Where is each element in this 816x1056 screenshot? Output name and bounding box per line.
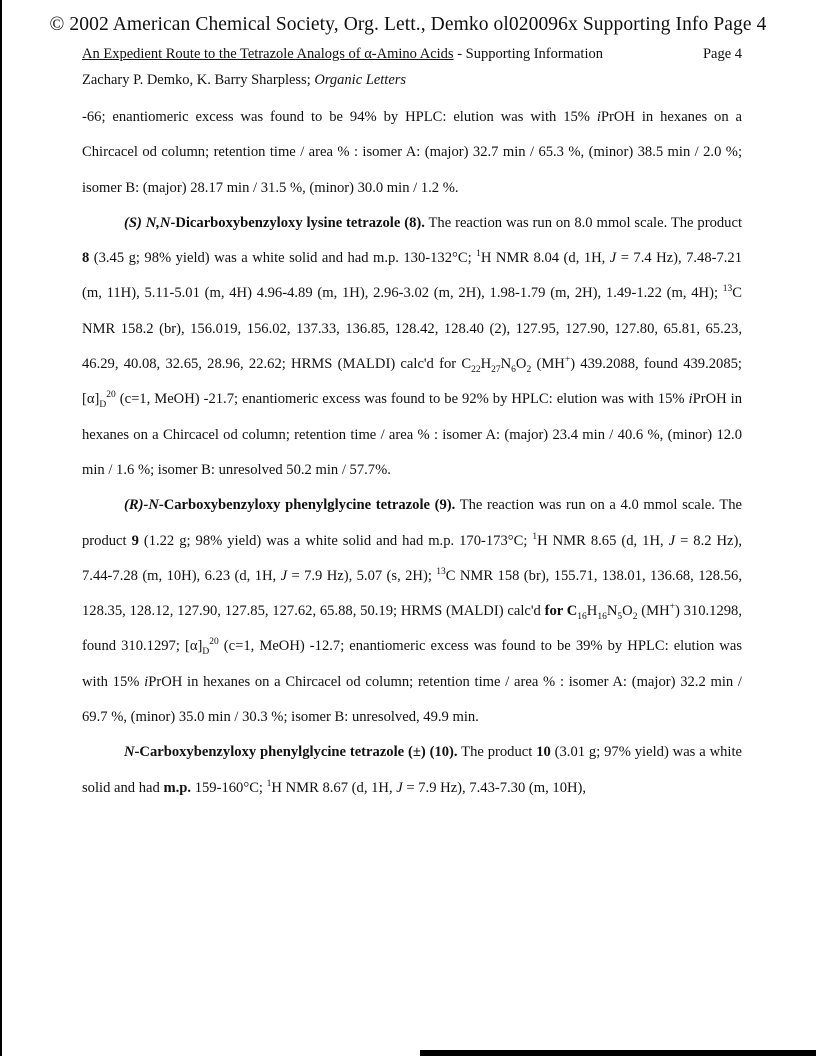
authors-line [82,72,406,89]
body-text [82,100,742,806]
running-header [82,46,742,63]
paragraph-4: N-Carboxybenzyloxy phenylglycine tetrazole (±) (10). The product 10 (3.01 g; 97% yield) was a white solid and had m.p. 159-160°C; $^1$H NMR 8.67 (d, 1H, J = 7.9 Hz), 7.43-7.30 (m, 10H), [82,744,743,796]
compound-8-stereo: (S) [124,214,142,231]
scan-edge-left [0,0,2,1056]
compound-9-stereo: (R)-N [124,497,159,514]
paragraph-1: -66; enantiomeric excess was found to be 94% by HPLC: elution was with 15% iPrOH in hexanes on a Chircacel od column; retention time / area % : isomer A: (major) 32.7 min / 65.3 %, (minor) 38.5 min / 2.0 %; isomer B: (major) 28.17 min / 31.5 %, (minor) 30.0 min / 1.2 %. [82,109,742,196]
copyright-banner: © 2002 American Chemical Society, Org. Lett., Demko ol020096x Supporting Info Page 4 [49,14,767,35]
compound-8-name: -Dicarboxybenzyloxy lysine tetrazole (8). [170,214,425,231]
compound-10-n: N [124,744,135,761]
paper-title: An Expedient Route to the Tetrazole Analogs of α-Amino Acids [82,46,454,62]
paragraph-3: (R)-N-Carboxybenzyloxy phenylglycine tetrazole (9). The reaction was run on a 4.0 mmol scale. The product 9 (1.22 g; 98% yield) was a white solid and had m.p. 170-173°C; $^1$H NMR 8.65 (d, 1H, J = 8.2 Hz), 7.44-7.28 (m, 10H), 6.23 (d, 1H, J = 7.9 Hz), 5.07 (s, 2H); $^{13}$C NMR 158 (br), 155.71, 138.01, 136.68, 128.56, 128.35, 128.12, 127.90, 127.85, 127.62, 65.88, 50.19; HRMS (MALDI) calc'd for $C_{16}H_{16}N_5O_2$ (MH+) 310.1298, found 310.1297; $[\alpha]_D^{20}$ (c=1, MeOH) -12.7; enantiomeric excess was found to be 39% by HPLC: elution was with 15% iPrOH in hexanes on a Chircacel od column; retention time / area % : isomer A: (major) 32.2 min / 69.7 %, (minor) 35.0 min / 30.3 %; isomer B: unresolved, 49.9 min. [82,497,743,726]
scan-edge-bottom [420,1050,816,1056]
compound-9-name: -Carboxybenzyloxy phenylglycine tetrazole (9). [158,497,456,514]
compound-10-name: -Carboxybenzyloxy phenylglycine tetrazole (±) (10). [134,744,458,761]
header-suffix: - Supporting Information [453,46,603,62]
paragraph-2: (S) N,N-Dicarboxybenzyloxy lysine tetrazole (8). The reaction was run on 8.0 mmol scale. The product 8 (3.45 g; 98% yield) was a white solid and had m.p. 130-132°C; $^1$H NMR 8.04 (d, 1H, J = 7.4 Hz), 7.48-7.21 (m, 11H), 5.11-5.01 (m, 4H) 4.96-4.89 (m, 1H), 2.96-3.02 (m, 2H), 1.98-1.79 (m, 2H), 1.49-1.22 (m, 4H); $^{13}$C NMR 158.2 (br), 156.019, 156.02, 137.33, 136.85, 128.42, 128.40 (2), 127.95, 127.90, 127.80, 65.81, 65.23, 46.29, 40.08, 32.65, 28.96, 22.62; HRMS (MALDI) calc'd for $C_{22}H_{27}N_6O_2$ (MH+) 439.2088, found 439.2085; $[\alpha]_D^{20}$ (c=1, MeOH) -21.7; enantiomeric excess was found to be 92% by HPLC: elution was with 15% iPrOH in hexanes on a Chircacel od column; retention time / area % : isomer A: (major) 23.4 min / 40.6 %, (minor) 12.0 min / 1.6 %; isomer B: unresolved 50.2 min / 57.7%. [82,214,743,478]
author-names: Zachary P. Demko, K. Barry Sharpless; [82,72,311,88]
journal-name: Organic Letters [314,72,407,88]
page-number: Page 4 [702,46,742,62]
